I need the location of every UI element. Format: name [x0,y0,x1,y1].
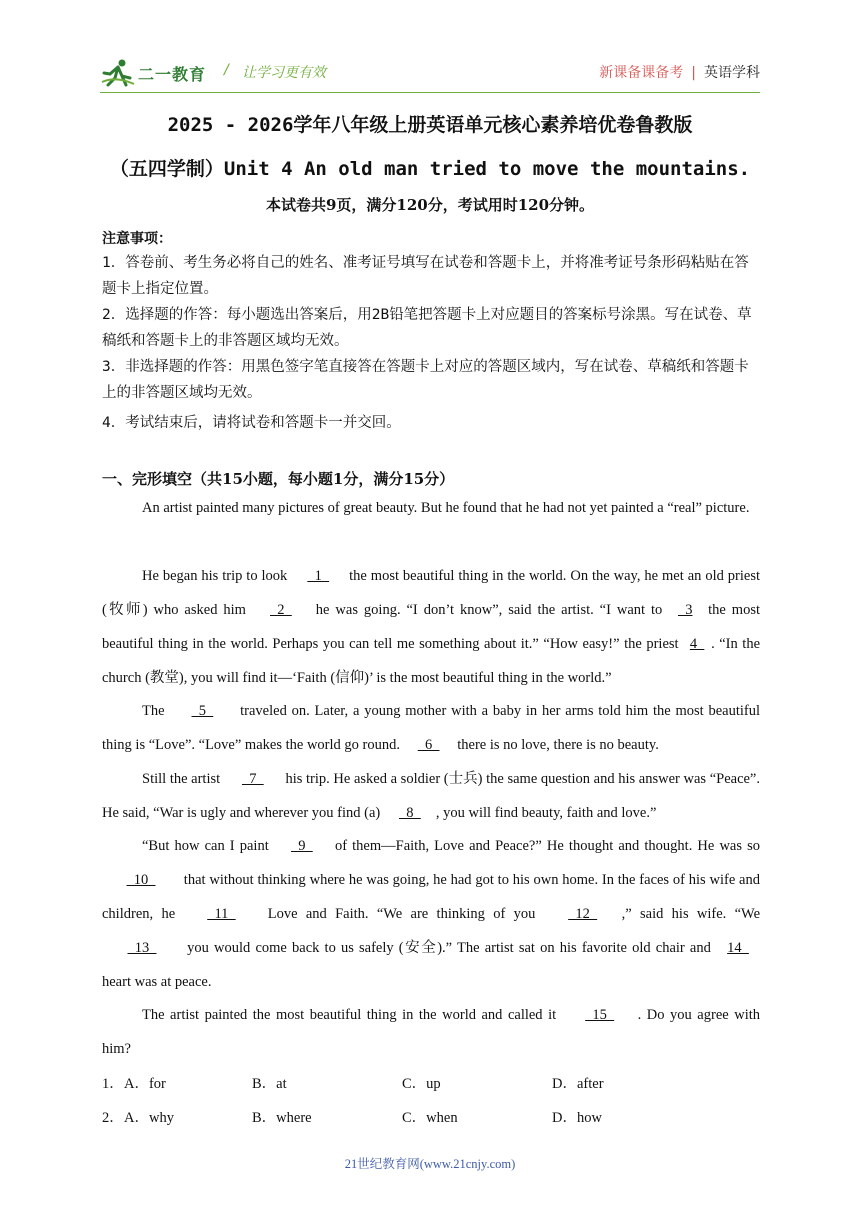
blank-9: 9 [290,838,313,854]
option-a: A．why [124,1110,174,1126]
passage-text: . “In the church (教堂), you will find it—‘Faith (信仰)’ is the most beautiful thing in the world.” [102,636,761,686]
passage-text: He began his trip to look [142,568,292,584]
passage-text: ,” said his wife. “We [621,906,760,922]
blank-12: 12 [568,906,598,922]
header-right [599,62,760,82]
option-d: D．after [552,1076,604,1092]
passage-paragraph-6 [102,998,760,1066]
page-header [100,56,760,92]
header-course-label: 新课备课备考 [599,65,684,81]
passage-text: the most beautiful thing in the world. Perhaps you can tell me something about it.” “How easy!” the priest [102,602,761,652]
option-c: C．up [402,1076,441,1092]
passage-text: he was going. “I don’t know”, said the artist. “I want to [309,602,669,618]
blank-8: 8 [399,805,421,821]
option-b: B．where [252,1110,312,1126]
passage-text: you would come back to us safely (安全).” The artist sat on his favorite old chair and [182,940,716,956]
passage-text: “But how can I paint [142,838,274,854]
notice-item: 4．考试结束后，请将试卷和答题卡一并交回。 [102,415,401,431]
passage-text: , you will find beauty, faith and love.” [435,805,657,821]
blank-3: 3 [677,602,693,618]
passage-text: The [142,703,170,719]
passage-text: his trip. He asked a soldier (士兵) the same question and his answer was “Peace”. He said, “War is ugly and wherever you find (a) [102,771,760,821]
logo [100,58,220,90]
option-c: C．when [402,1110,458,1126]
passage-text: traveled on. Later, a young mother with a baby in her arms told him the most beautiful thing is “Love”. “Love” makes the world go round. [102,703,760,753]
blank-4: 4 [689,636,705,652]
passage-text: of them—Faith, Love and Peace?” He thought and thought. He was so [329,838,760,854]
passage-text: the most beautiful thing in the world. On the way, he met an old priest (牧师) who asked him [102,568,760,618]
blank-11: 11 [207,906,236,922]
question-options-row [102,1106,762,1130]
header-slogan: 让学习更有效 [242,65,326,81]
blank-13: 13 [127,940,157,956]
passage-text: heart was at peace. [102,974,212,990]
section-title: 一、完形填空（共15小题，每小题1分，满分15分） [102,470,455,488]
passage-text: Love and Faith. “We are thinking of you [259,906,544,922]
passage-text: that without thinking where he was going, he had got to his own home. In the faces of his wife and children, he [102,872,760,922]
passage-paragraph-5 [102,829,760,999]
passage-paragraph-4 [102,762,760,830]
page-title-line1: 2025 - 2026学年八年级上册英语单元核心素养培优卷鲁教版 [167,114,693,136]
option-d: D．how [552,1110,602,1126]
option-b: B．at [252,1076,287,1092]
blank-15: 15 [585,1007,615,1023]
passage-text: The artist painted the most beautiful thing in the world and called it [142,1007,562,1023]
header-slash: / [224,62,229,78]
question-number: 2． [102,1110,124,1126]
passage-text: . Do you agree with him? [102,1007,760,1057]
blank-2: 2 [270,602,292,618]
header-divider [100,92,760,93]
passage-text: there is no love, there is no beauty. [453,737,659,753]
blank-14: 14 [727,940,749,956]
notice-item: 2．选择题的作答：每小题选出答案后，用2B铅笔把答题卡上对应题目的答案标号涂黑。写在试卷、草稿纸和答题卡上的非答题区域均无效。 [102,307,752,349]
blank-7: 7 [241,771,264,787]
option-a: A．for [124,1076,166,1092]
passage-text: Still the artist [142,771,224,787]
blank-10: 10 [126,872,156,888]
page-footer: 21世纪教育网(www.21cnjy.com) [344,1157,516,1171]
blank-5: 5 [191,703,214,719]
passage-paragraph-3 [102,694,760,762]
question-number: 1． [102,1076,124,1092]
passage-paragraph-2 [102,559,760,695]
header-separator: | [691,65,696,81]
logo-text: 二一教育 [138,65,207,84]
exam-info: 本试卷共9页，满分120分，考试用时120分钟。 [265,196,595,214]
notice-item: 3．非选择题的作答：用黑色签字笔直接答在答题卡上对应的答题区域内，写在试卷、草稿纸和答题卡上的非答题区域均无效。 [102,359,749,401]
runner-icon [100,58,136,88]
notice-item: 1．答卷前、考生务必将自己的姓名、准考证号填写在试卷和答题卡上，并将准考证号条形码粘贴在答题卡上指定位置。 [102,255,749,297]
blank-6: 6 [417,737,440,753]
question-options-row [102,1072,762,1096]
page-title-line2: （五四学制）Unit 4 An old man tried to move the mountains. [109,158,751,180]
blank-1: 1 [307,568,330,584]
header-subject-label: 英语学科 [704,65,760,81]
notice-heading: 注意事项： [102,231,172,247]
passage-paragraph-1: An artist painted many pictures of great beauty. But he found that he had not yet painted a “real” picture. [142,500,750,516]
